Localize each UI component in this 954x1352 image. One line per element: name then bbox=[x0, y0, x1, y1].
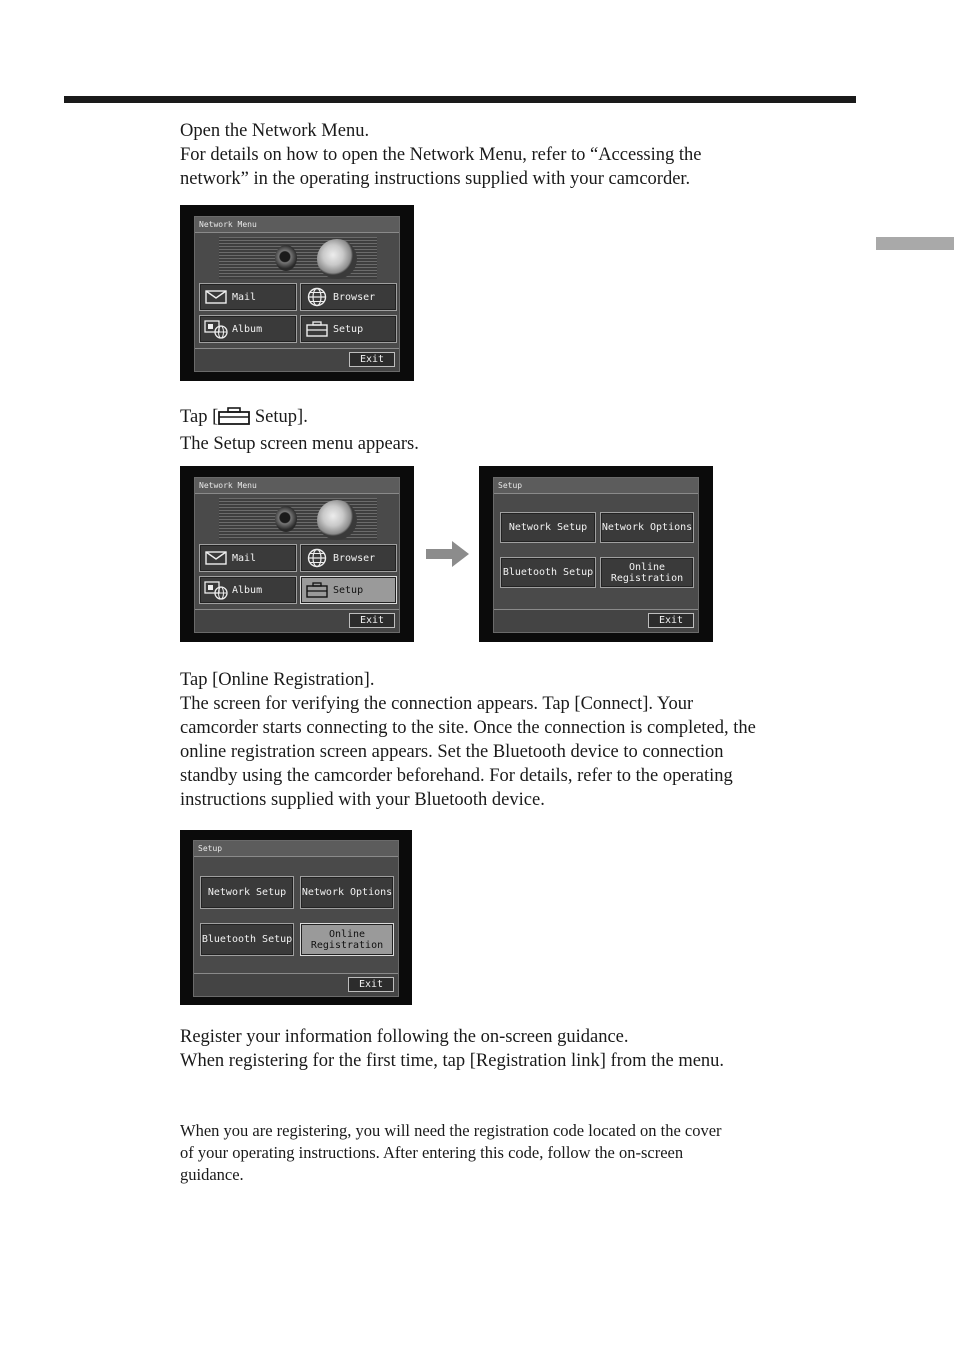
step3-line: online registration screen appears. Set the Bluetooth device to connection bbox=[180, 742, 724, 762]
network-options-button[interactable]: Network Options bbox=[600, 512, 694, 543]
online-registration-button[interactable]: Online Registration bbox=[600, 557, 694, 588]
network-banner-image bbox=[219, 237, 377, 279]
step3-line: instructions supplied with your Bluetooth device. bbox=[180, 790, 545, 810]
mail-button[interactable] bbox=[199, 544, 297, 572]
network-setup-button[interactable]: Network Setup bbox=[500, 512, 596, 543]
album-icon bbox=[204, 581, 228, 599]
mail-label: Mail bbox=[232, 552, 257, 564]
setup-button-selected[interactable] bbox=[300, 576, 397, 604]
step1-line1: Open the Network Menu. bbox=[180, 121, 370, 141]
screen-footer bbox=[194, 973, 398, 996]
setup-button[interactable] bbox=[300, 315, 397, 343]
step4-line2: When registering for the first time, tap [Registration link] from the menu. bbox=[180, 1051, 725, 1071]
step3-line: standby using the camcorder beforehand. For details, refer to the operating bbox=[180, 766, 733, 786]
step1-line3: network” in the operating instructions supplied with your camcorder. bbox=[180, 169, 691, 189]
setup-menu-screen-2 bbox=[180, 830, 412, 1005]
note-line: guidance. bbox=[180, 1165, 244, 1184]
step3-line: camcorder starts connecting to the site. Once the connection is completed, the bbox=[180, 718, 756, 738]
exit-button[interactable]: Exit bbox=[349, 613, 395, 628]
globe-icon bbox=[305, 549, 329, 567]
network-menu-screen-1 bbox=[180, 205, 414, 381]
step3-line: The screen for verifying the connection appears. Tap [Connect]. Your bbox=[180, 694, 694, 714]
screen-title: Setup bbox=[194, 841, 398, 857]
browser-button[interactable] bbox=[300, 544, 397, 572]
step2-tap-prefix: Tap [ bbox=[180, 407, 219, 427]
envelope-icon bbox=[204, 288, 228, 306]
exit-button[interactable]: Exit bbox=[348, 977, 394, 992]
toolbox-icon bbox=[218, 407, 250, 432]
note-line: When you are registering, you will need the registration code located on the cover bbox=[180, 1121, 722, 1140]
setup-menu-screen-1 bbox=[479, 466, 713, 642]
mail-button[interactable] bbox=[199, 283, 297, 311]
screen-title: Network Menu bbox=[195, 217, 399, 233]
screen-footer bbox=[195, 348, 399, 371]
network-setup-button[interactable]: Network Setup bbox=[200, 876, 294, 909]
header-rule bbox=[64, 96, 856, 103]
note-line: of your operating instructions. After entering this code, follow the on-screen bbox=[180, 1143, 684, 1162]
globe-icon bbox=[305, 288, 329, 306]
step3-text bbox=[180, 668, 756, 812]
section-tab-marker bbox=[876, 237, 954, 250]
album-button[interactable] bbox=[199, 576, 297, 604]
mail-label: Mail bbox=[232, 291, 257, 303]
album-label: Album bbox=[232, 584, 263, 596]
step2-line2: The Setup screen menu appears. bbox=[180, 434, 419, 454]
setup-label: Setup bbox=[333, 584, 364, 596]
browser-label: Browser bbox=[333, 552, 376, 564]
step2-tap-suffix: Setup]. bbox=[250, 407, 308, 427]
right-arrow-icon bbox=[426, 541, 470, 572]
bluetooth-setup-button[interactable]: Bluetooth Setup bbox=[500, 557, 596, 588]
browser-label: Browser bbox=[333, 291, 376, 303]
step3-line: Tap [Online Registration]. bbox=[180, 670, 375, 690]
browser-button[interactable] bbox=[300, 283, 397, 311]
network-banner-image bbox=[219, 498, 377, 540]
online-registration-button-selected[interactable]: Online Registration bbox=[300, 923, 394, 956]
step1-text bbox=[180, 119, 701, 191]
screen-title: Setup bbox=[494, 478, 698, 494]
step4-text bbox=[180, 1025, 724, 1073]
registration-note bbox=[180, 1120, 860, 1186]
step2-text bbox=[180, 405, 419, 456]
step2-line1 bbox=[180, 405, 419, 432]
screen-footer bbox=[494, 609, 698, 632]
network-menu-screen-2 bbox=[180, 466, 414, 642]
envelope-icon bbox=[204, 549, 228, 567]
toolbox-icon bbox=[305, 320, 329, 338]
album-icon bbox=[204, 320, 228, 338]
step4-line1: Register your information following the on-screen guidance. bbox=[180, 1027, 629, 1047]
bluetooth-setup-button[interactable]: Bluetooth Setup bbox=[200, 923, 294, 956]
network-options-button[interactable]: Network Options bbox=[300, 876, 394, 909]
album-label: Album bbox=[232, 323, 263, 335]
toolbox-icon bbox=[305, 581, 329, 599]
album-button[interactable] bbox=[199, 315, 297, 343]
exit-button[interactable]: Exit bbox=[349, 352, 395, 367]
step1-line2: For details on how to open the Network Menu, refer to “Accessing the bbox=[180, 145, 702, 165]
exit-button[interactable]: Exit bbox=[648, 613, 694, 628]
setup-label: Setup bbox=[333, 323, 364, 335]
screen-footer bbox=[195, 609, 399, 632]
screen-title: Network Menu bbox=[195, 478, 399, 494]
